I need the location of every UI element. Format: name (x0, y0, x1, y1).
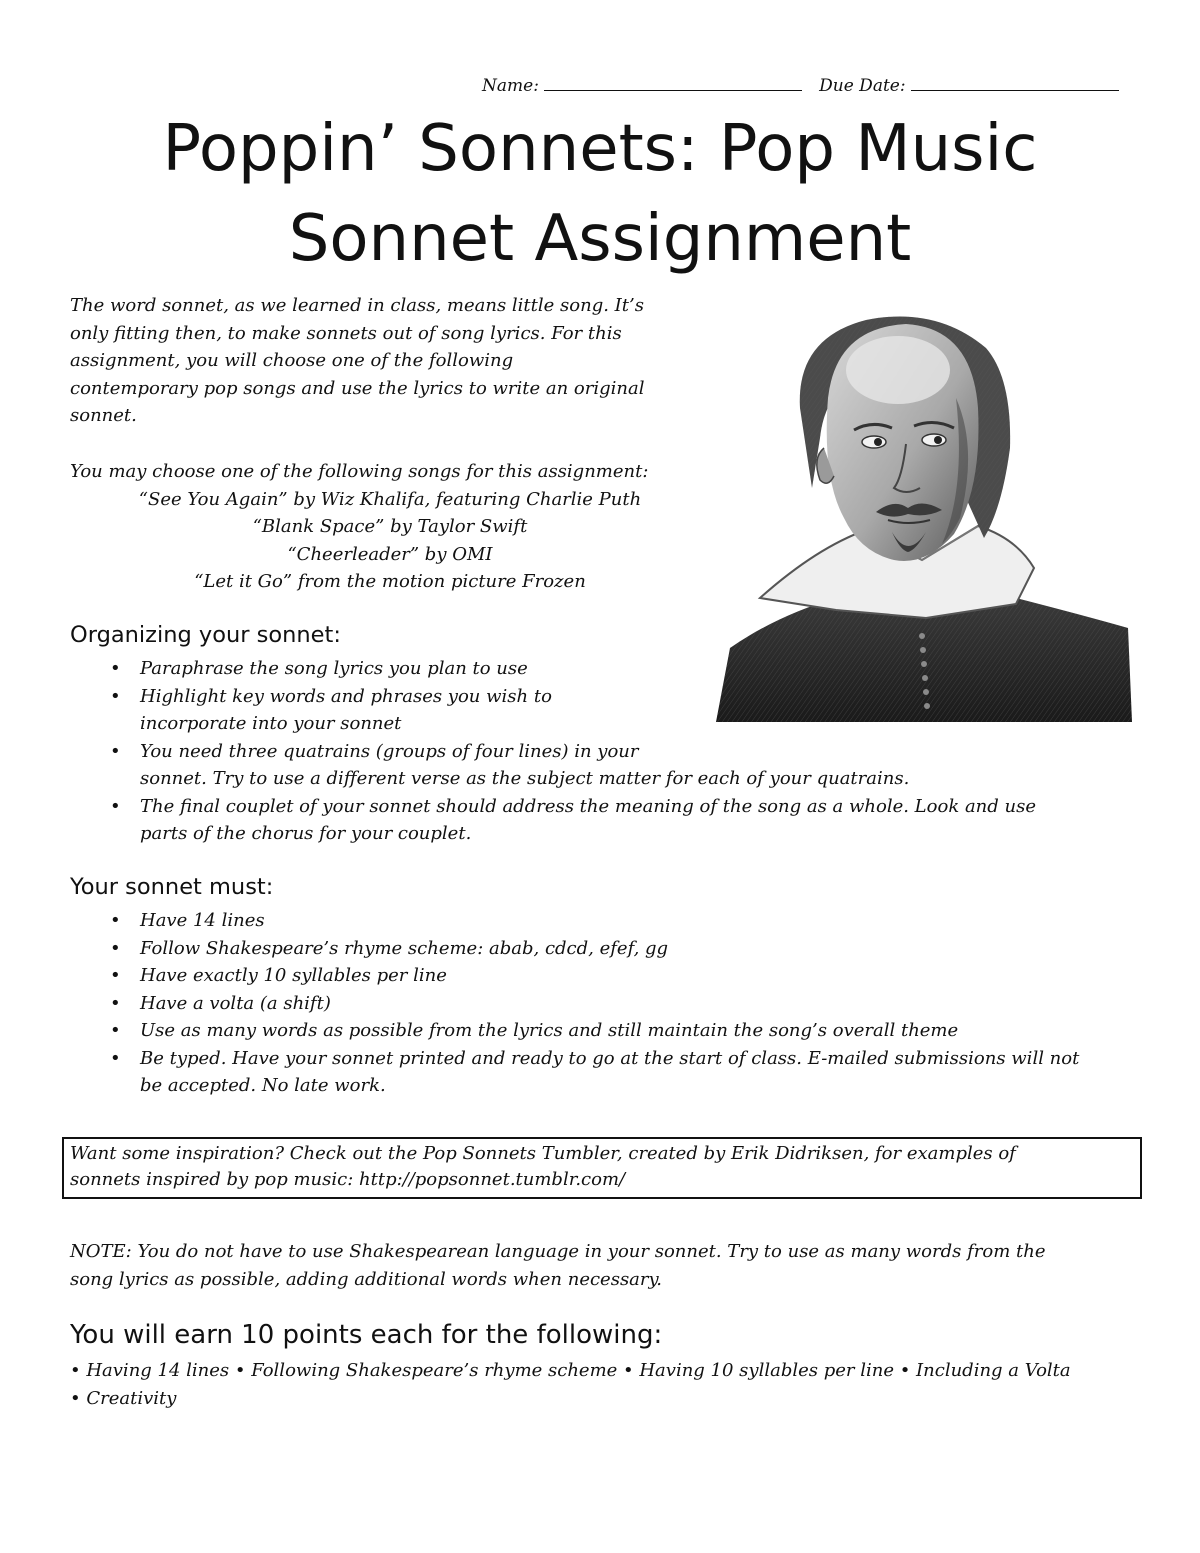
intro-paragraph (70, 292, 700, 430)
intro-line: assignment, you will choose one of the following (70, 350, 514, 371)
list-item: • Have 14 lines (70, 907, 1140, 935)
song-item: “See You Again” by Wiz Khalifa, featuring Charlie Puth (138, 488, 642, 510)
sonnet-must-list (70, 907, 1140, 1100)
points-list (70, 1357, 1130, 1413)
title-line-1: Poppin’ Sonnets: Pop Music (162, 112, 1038, 186)
list-item: • Paraphrase the song lyrics you plan to use (70, 655, 1140, 683)
note-paragraph (70, 1238, 1130, 1294)
intro-line: sonnet. (70, 405, 137, 426)
song-choices-lead: You may choose one of the following songs for this assignment: (70, 461, 649, 482)
inspiration-line-1: Want some inspiration? Check out the Pop Sonnets Tumbler, created by Erik Didriksen, for examples of (70, 1143, 1016, 1164)
points-line: • Creativity (70, 1388, 177, 1409)
song-item: “Cheerleader” by OMI (287, 543, 493, 565)
points-heading: You will earn 10 points each for the following: (70, 1320, 663, 1350)
page-title (40, 104, 1160, 284)
organizing-list (70, 655, 1140, 848)
song-choices (70, 458, 710, 596)
intro-line: only fitting then, to make sonnets out of song lyrics. For this (70, 322, 622, 344)
list-item: • Have a volta (a shift) (70, 990, 1140, 1018)
points-line: • Having 14 lines • Following Shakespeare’s rhyme scheme • Having 10 syllables per line • Including a Volta (70, 1360, 1071, 1381)
name-blank[interactable] (544, 74, 802, 91)
list-item: • You need three quatrains (groups of four lines) in your sonnet. Try to use a different verse as the subject matter for each of your quatrains. (70, 738, 1140, 793)
song-item: “Let it Go” from the motion picture Frozen (194, 571, 586, 592)
inspiration-link-line[interactable]: sonnets inspired by pop music: http://popsonnet.tumblr.com/ (70, 1169, 626, 1190)
list-item: • Have exactly 10 syllables per line (70, 962, 1140, 990)
note-line: NOTE: You do not have to use Shakespearean language in your sonnet. Try to use as many words from the (70, 1241, 1046, 1262)
list-item: • Highlight key words and phrases you wish to incorporate into your sonnet (70, 683, 1140, 738)
inspiration-box (62, 1137, 1142, 1199)
list-item: • The final couplet of your sonnet should address the meaning of the song as a whole. Look and use parts of the chorus for your couplet. (70, 793, 1140, 848)
title-line-2: Sonnet Assignment (288, 202, 912, 276)
name-label: Name: (482, 76, 539, 96)
intro-line: contemporary pop songs and use the lyrics to write an original (70, 377, 645, 399)
due-date-label: Due Date: (819, 76, 906, 96)
list-item: • Be typed. Have your sonnet printed and ready to go at the start of class. E-mailed submissions will not be accepted. No late work. (70, 1045, 1140, 1100)
intro-line: The word sonnet, as we learned in class, means little song. It’s (70, 295, 644, 316)
due-date-blank[interactable] (911, 74, 1119, 91)
list-item: • Use as many words as possible from the lyrics and still maintain the song’s overall theme (70, 1017, 1140, 1045)
sonnet-must-heading: Your sonnet must: (70, 874, 274, 900)
student-header (482, 74, 1132, 96)
song-item: “Blank Space” by Taylor Swift (252, 516, 528, 537)
organizing-heading: Organizing your sonnet: (70, 622, 341, 648)
list-item: • Follow Shakespeare’s rhyme scheme: abab, cdcd, efef, gg (70, 935, 1140, 963)
note-line: song lyrics as possible, adding additional words when necessary. (70, 1269, 663, 1290)
